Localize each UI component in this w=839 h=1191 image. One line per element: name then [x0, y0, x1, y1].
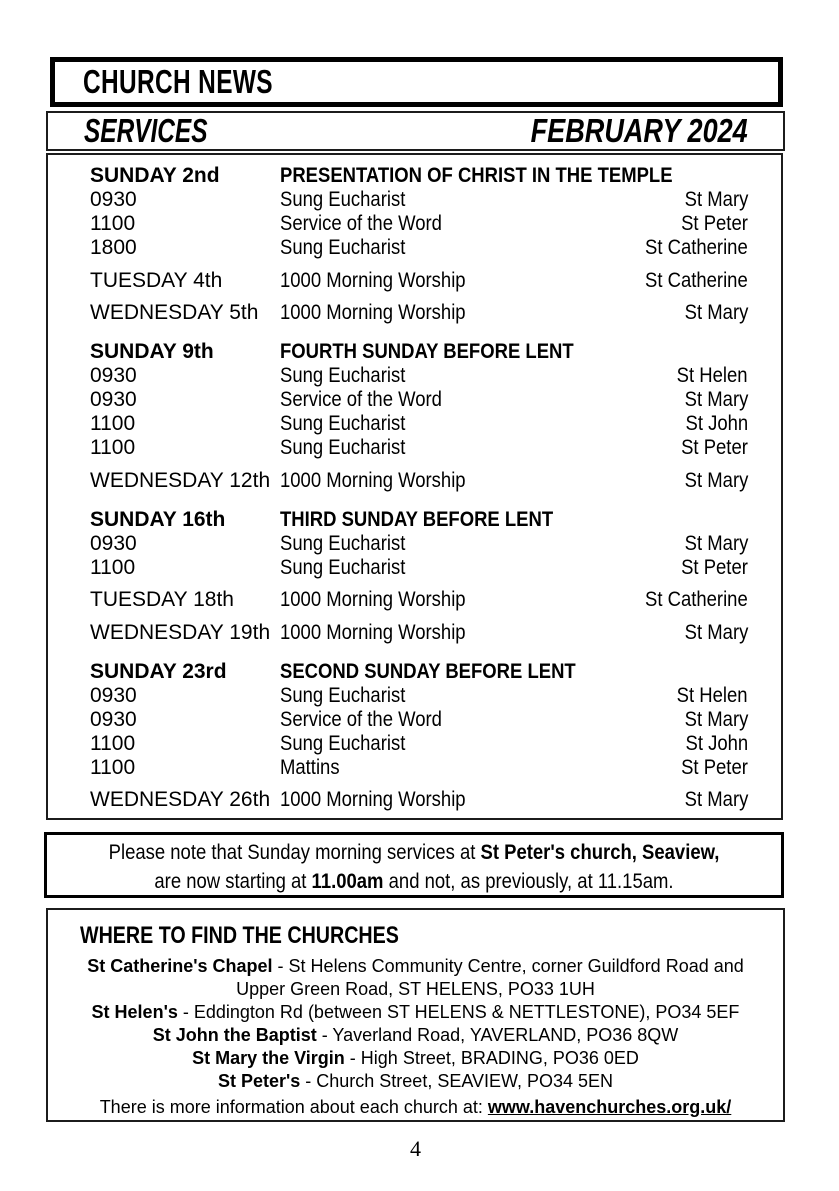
schedule-row	[90, 164, 748, 188]
church-name: St Catherine's Chapel	[87, 956, 273, 976]
notice-text: and not, as previously, at 11.15am.	[383, 870, 674, 893]
separator: -	[344, 1048, 361, 1068]
service-cell: Sung Eucharist	[280, 364, 406, 387]
church-name: St Helen's	[91, 1002, 178, 1022]
feast-title-cell: THIRD SUNDAY BEFORE LENT	[280, 507, 554, 531]
church-name: St Peter's	[217, 1071, 301, 1091]
churches-box	[46, 908, 785, 1122]
schedule-row	[90, 412, 748, 436]
schedule-row	[90, 388, 748, 412]
schedule-section	[90, 508, 748, 580]
schedule-row	[90, 188, 748, 212]
church-entry	[70, 1047, 761, 1070]
page-number: 4	[410, 1136, 421, 1161]
day-cell: WEDNESDAY 19th	[90, 620, 271, 644]
day-cell: WEDNESDAY 26th	[90, 788, 271, 811]
schedule-row	[90, 269, 748, 293]
schedule-row	[90, 788, 748, 812]
time-cell: 0930	[90, 707, 137, 731]
time-cell: 1100	[90, 212, 136, 235]
church-cell: St Peter	[681, 555, 748, 579]
notice-bold-church: St Peter's church, Seaview,	[480, 841, 720, 864]
day-cell: WEDNESDAY 12th	[90, 468, 271, 492]
service-cell: 1000 Morning Worship	[280, 620, 466, 644]
time-cell: 0930	[90, 388, 137, 411]
service-cell: Sung Eucharist	[280, 555, 406, 579]
schedule-row	[90, 732, 748, 756]
services-header-bar	[46, 111, 785, 151]
notice-text: Please note that Sunday morning services at	[108, 841, 481, 864]
separator: -	[272, 956, 289, 976]
time-cell: 0930	[90, 683, 137, 707]
feast-title-cell: PRESENTATION OF CHRIST IN THE TEMPLE	[280, 164, 673, 187]
month-label: FEBRUARY 2024	[530, 112, 748, 149]
day-cell: SUNDAY 16th	[90, 507, 226, 531]
church-cell: St Mary	[684, 788, 748, 811]
schedule-row	[90, 301, 748, 325]
day-cell: WEDNESDAY 5th	[90, 301, 259, 324]
service-cell: Mattins	[280, 755, 340, 779]
church-cell: St Helen	[677, 683, 748, 707]
church-cell: St Mary	[684, 707, 748, 731]
schedule-row	[90, 469, 748, 493]
church-cell: St Peter	[681, 436, 748, 459]
church-address: Church Street, SEAVIEW, PO34 5EN	[316, 1071, 614, 1091]
time-cell: 0930	[90, 188, 137, 211]
schedule-row	[90, 756, 748, 780]
notice-bold-time: 11.00am	[311, 870, 384, 893]
church-entry	[70, 1070, 761, 1093]
service-cell: 1000 Morning Worship	[280, 788, 466, 811]
day-cell: TUESDAY 4th	[90, 268, 223, 292]
church-cell: St Peter	[681, 755, 748, 779]
time-cell: 1100	[90, 755, 136, 779]
day-cell: SUNDAY 23rd	[90, 659, 227, 683]
schedule-body	[90, 164, 748, 812]
church-address: St Helens Community Centre, corner Guildford Road and Upper Green Road, ST HELENS, PO33 1UH	[236, 956, 744, 999]
time-cell: 1100	[90, 412, 136, 435]
service-cell: Sung Eucharist	[280, 531, 406, 555]
time-cell: 1100	[90, 555, 136, 579]
time-cell: 1100	[90, 436, 136, 459]
schedule-row	[90, 708, 748, 732]
church-name: St Mary the Virgin	[192, 1048, 345, 1068]
service-cell: Sung Eucharist	[280, 731, 406, 755]
notice-text: are now starting at	[154, 870, 312, 893]
schedule-row	[90, 588, 748, 612]
day-cell: SUNDAY 2nd	[90, 164, 220, 187]
notice-line-1	[47, 838, 781, 867]
church-entry	[70, 1001, 761, 1024]
schedule-row	[90, 340, 748, 364]
schedule-row	[90, 364, 748, 388]
service-cell: Sung Eucharist	[280, 188, 406, 211]
church-cell: St John	[685, 412, 748, 435]
more-info-line	[70, 1095, 761, 1119]
church-address: Yaverland Road, YAVERLAND, PO36 8QW	[332, 1025, 679, 1045]
service-cell: Sung Eucharist	[280, 683, 406, 707]
time-cell: 1100	[90, 731, 136, 755]
schedule-row	[90, 212, 748, 236]
havenchurches-link[interactable]: www.havenchurches.org.uk/	[487, 1097, 732, 1117]
church-cell: St Mary	[684, 301, 748, 324]
time-cell: 1800	[90, 236, 137, 259]
church-cell: St Peter	[681, 212, 748, 235]
church-address: High Street, BRADING, PO36 0ED	[360, 1048, 639, 1068]
schedule-row	[90, 508, 748, 532]
church-name: St John the Baptist	[152, 1025, 317, 1045]
church-cell: St Mary	[684, 188, 748, 211]
service-cell: Service of the Word	[280, 707, 442, 731]
schedule-section	[90, 164, 748, 260]
service-cell: Service of the Word	[280, 212, 442, 235]
day-cell: SUNDAY 9th	[90, 340, 214, 363]
church-cell: St Mary	[684, 620, 748, 644]
church-news-title-box	[50, 57, 783, 107]
separator: -	[300, 1071, 317, 1091]
schedule-row	[90, 532, 748, 556]
church-cell: St Catherine	[645, 268, 748, 292]
church-cell: St Catherine	[645, 588, 748, 611]
schedule-section	[90, 660, 748, 780]
service-cell: 1000 Morning Worship	[280, 268, 466, 292]
services-label: SERVICES	[84, 112, 208, 149]
separator: -	[316, 1025, 333, 1045]
schedule-row	[90, 660, 748, 684]
day-cell: TUESDAY 18th	[90, 588, 234, 611]
churches-heading: WHERE TO FIND THE CHURCHES	[80, 922, 399, 949]
more-info-text: There is more information about each church at:	[99, 1097, 488, 1117]
service-cell: Sung Eucharist	[280, 412, 406, 435]
time-cell: 0930	[90, 364, 137, 387]
notice-box	[44, 832, 784, 898]
church-cell: St Helen	[677, 364, 748, 387]
service-cell: 1000 Morning Worship	[280, 301, 466, 324]
service-cell: Sung Eucharist	[280, 236, 406, 259]
church-entry	[81, 955, 751, 1001]
service-cell: 1000 Morning Worship	[280, 588, 466, 611]
schedule-box	[46, 153, 783, 820]
feast-title-cell: FOURTH SUNDAY BEFORE LENT	[280, 340, 574, 363]
church-address: Eddington Rd (between ST HELENS & NETTLESTONE), PO34 5EF	[193, 1002, 740, 1022]
service-cell: 1000 Morning Worship	[280, 468, 466, 492]
time-cell: 0930	[90, 531, 137, 555]
church-entry	[70, 1024, 761, 1047]
church-cell: St Mary	[684, 388, 748, 411]
feast-title-cell: SECOND SUNDAY BEFORE LENT	[280, 659, 576, 683]
page-title: CHURCH NEWS	[83, 63, 273, 100]
separator: -	[177, 1002, 194, 1022]
church-cell: St John	[685, 731, 748, 755]
schedule-row	[90, 684, 748, 708]
schedule-section	[90, 340, 748, 460]
schedule-row	[90, 436, 748, 460]
notice-line-2	[47, 867, 781, 896]
schedule-row	[90, 236, 748, 260]
service-cell: Sung Eucharist	[280, 436, 406, 459]
church-cell: St Mary	[684, 531, 748, 555]
church-cell: St Mary	[684, 468, 748, 492]
service-cell: Service of the Word	[280, 388, 442, 411]
schedule-row	[90, 621, 748, 645]
church-cell: St Catherine	[645, 236, 748, 259]
schedule-row	[90, 556, 748, 580]
church-entries	[70, 955, 761, 1093]
